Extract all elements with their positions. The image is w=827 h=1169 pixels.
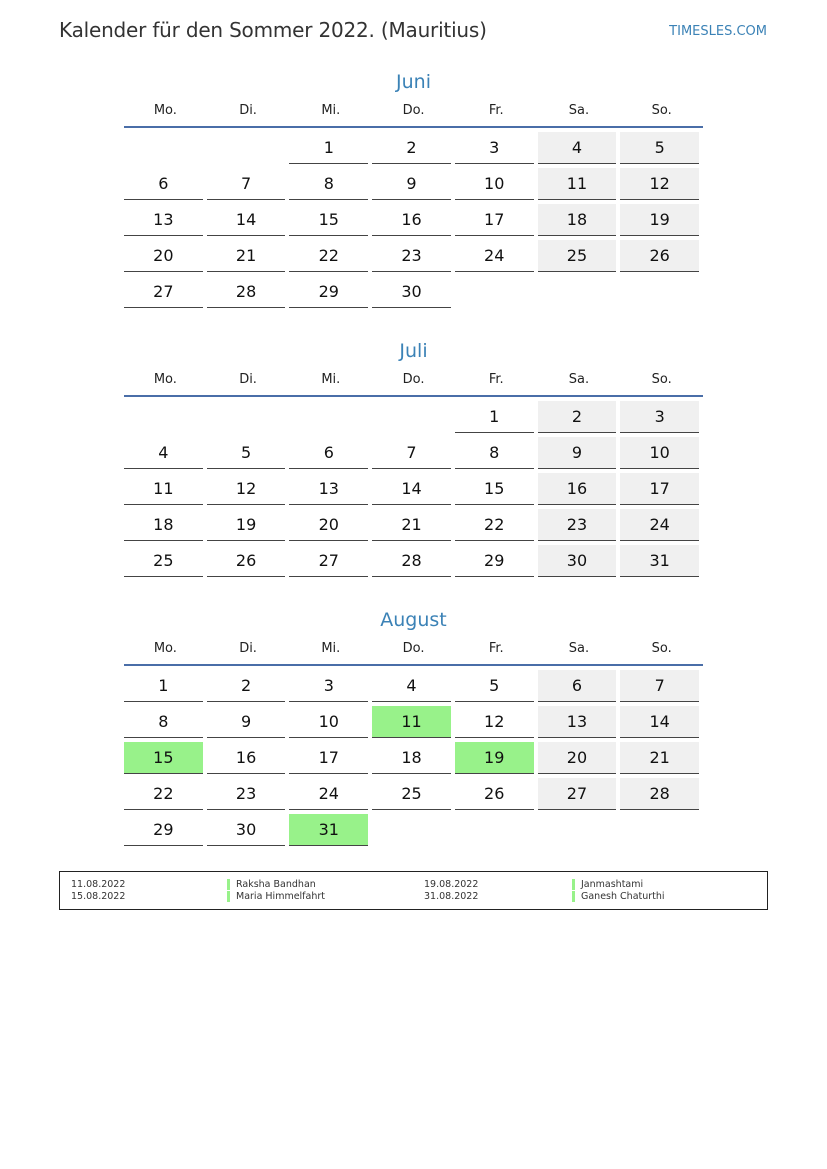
day-cell: 20: [289, 509, 372, 545]
day-cell: 8: [455, 437, 538, 473]
week-row: [124, 276, 703, 312]
week-row: [124, 706, 703, 742]
day-cell: 1: [455, 401, 538, 437]
weekday-label: Mi.: [321, 641, 341, 656]
legend-holiday-name: Raksha Bandhan: [227, 879, 316, 890]
weekend-day-cell: 4: [538, 132, 621, 168]
day-cell: 30: [372, 276, 455, 312]
day-cell: 17: [455, 204, 538, 240]
week-row: [124, 401, 703, 437]
week-row: [124, 545, 703, 581]
day-cell: 14: [207, 204, 290, 240]
day-cell: 18: [372, 742, 455, 778]
day-cell: 23: [372, 240, 455, 276]
empty-cell: [124, 132, 207, 168]
day-cell: 30: [207, 814, 290, 850]
day-cell: 27: [289, 545, 372, 581]
empty-cell: [124, 401, 207, 437]
day-cell: 28: [207, 276, 290, 312]
day-cell: 2: [207, 670, 290, 706]
weekday-label: Mo.: [153, 103, 177, 118]
weekday-header: [124, 638, 703, 666]
month-august: [124, 606, 703, 850]
page-title: Kalender für den Sommer 2022. (Mauritius): [59, 18, 487, 42]
week-row: [124, 240, 703, 276]
empty-cell: [538, 276, 621, 312]
week-row: [124, 814, 703, 850]
legend-date: 31.08.2022: [424, 891, 479, 902]
day-cell: 6: [289, 437, 372, 473]
weekday-label: Do.: [402, 641, 425, 656]
weekend-day-cell: 21: [620, 742, 703, 778]
day-cell: 18: [124, 509, 207, 545]
day-cell: 11: [124, 473, 207, 509]
weekday-label: Fr.: [488, 641, 504, 656]
legend-holiday-name: Maria Himmelfahrt: [227, 891, 325, 902]
weekday-label: Sa.: [568, 641, 590, 656]
day-cell: 29: [124, 814, 207, 850]
month-title: August: [380, 609, 447, 631]
weekend-day-cell: 20: [538, 742, 621, 778]
holiday-day-cell: 11: [372, 706, 455, 742]
day-cell: 26: [455, 778, 538, 814]
day-cell: 28: [372, 545, 455, 581]
weekend-day-cell: 19: [620, 204, 703, 240]
weekday-label: Mi.: [321, 372, 341, 387]
day-cell: 4: [124, 437, 207, 473]
weekday-label: Fr.: [488, 103, 504, 118]
empty-cell: [289, 401, 372, 437]
weekend-day-cell: 11: [538, 168, 621, 204]
weekend-day-cell: 31: [620, 545, 703, 581]
weekday-label: Di.: [239, 641, 257, 656]
day-cell: 5: [207, 437, 290, 473]
weekend-day-cell: 26: [620, 240, 703, 276]
weekend-day-cell: 12: [620, 168, 703, 204]
weekday-label: Do.: [402, 372, 425, 387]
weekend-day-cell: 6: [538, 670, 621, 706]
day-cell: 22: [124, 778, 207, 814]
day-cell: 14: [372, 473, 455, 509]
weekend-day-cell: 13: [538, 706, 621, 742]
weekday-label: So.: [651, 641, 672, 656]
day-cell: 27: [124, 276, 207, 312]
weekend-day-cell: 17: [620, 473, 703, 509]
legend-holiday-name: Ganesh Chaturthi: [572, 891, 665, 902]
week-row: [124, 132, 703, 168]
weekday-label: Mo.: [153, 641, 177, 656]
weekday-label: Di.: [239, 372, 257, 387]
day-cell: 1: [289, 132, 372, 168]
day-cell: 12: [455, 706, 538, 742]
month-june: [124, 68, 703, 312]
empty-cell: [538, 814, 621, 850]
day-cell: 6: [124, 168, 207, 204]
legend-date: 19.08.2022: [424, 879, 479, 890]
day-cell: 21: [207, 240, 290, 276]
weekday-label: So.: [651, 103, 672, 118]
day-cell: 16: [372, 204, 455, 240]
weekend-day-cell: 7: [620, 670, 703, 706]
day-cell: 7: [372, 437, 455, 473]
day-cell: 15: [455, 473, 538, 509]
month-july: [124, 337, 703, 581]
day-cell: 10: [455, 168, 538, 204]
day-cell: 1: [124, 670, 207, 706]
day-cell: 10: [289, 706, 372, 742]
empty-cell: [620, 276, 703, 312]
empty-cell: [455, 276, 538, 312]
day-cell: 22: [455, 509, 538, 545]
day-cell: 17: [289, 742, 372, 778]
day-cell: 8: [289, 168, 372, 204]
weekend-day-cell: 28: [620, 778, 703, 814]
weekend-day-cell: 25: [538, 240, 621, 276]
holiday-day-cell: 15: [124, 742, 207, 778]
day-cell: 12: [207, 473, 290, 509]
empty-cell: [372, 401, 455, 437]
day-cell: 13: [289, 473, 372, 509]
legend-date: 11.08.2022: [71, 879, 126, 890]
day-cell: 5: [455, 670, 538, 706]
empty-cell: [207, 132, 290, 168]
legend-date: 15.08.2022: [71, 891, 126, 902]
weekend-day-cell: 27: [538, 778, 621, 814]
weekend-day-cell: 2: [538, 401, 621, 437]
week-row: [124, 509, 703, 545]
day-cell: 7: [207, 168, 290, 204]
day-cell: 3: [289, 670, 372, 706]
day-cell: 16: [207, 742, 290, 778]
month-title: Juni: [396, 71, 431, 93]
day-cell: 24: [455, 240, 538, 276]
week-row: [124, 168, 703, 204]
week-row: [124, 670, 703, 706]
weekend-day-cell: 5: [620, 132, 703, 168]
day-cell: 13: [124, 204, 207, 240]
day-cell: 9: [372, 168, 455, 204]
day-cell: 29: [455, 545, 538, 581]
day-cell: 24: [289, 778, 372, 814]
day-cell: 23: [207, 778, 290, 814]
weekday-label: Di.: [239, 103, 257, 118]
weekday-label: Mi.: [321, 103, 341, 118]
weekend-day-cell: 9: [538, 437, 621, 473]
empty-cell: [207, 401, 290, 437]
weekday-label: Mo.: [153, 372, 177, 387]
empty-cell: [455, 814, 538, 850]
brand-link[interactable]: TIMESLES.COM: [669, 24, 767, 39]
day-cell: 22: [289, 240, 372, 276]
weekend-day-cell: 16: [538, 473, 621, 509]
week-row: [124, 204, 703, 240]
week-row: [124, 778, 703, 814]
weekday-label: Fr.: [488, 372, 504, 387]
holiday-legend: [59, 871, 768, 910]
day-cell: 2: [372, 132, 455, 168]
empty-cell: [620, 814, 703, 850]
weekend-day-cell: 3: [620, 401, 703, 437]
day-cell: 15: [289, 204, 372, 240]
day-cell: 26: [207, 545, 290, 581]
week-row: [124, 742, 703, 778]
weekday-header: [124, 100, 703, 128]
day-cell: 9: [207, 706, 290, 742]
weekend-day-cell: 30: [538, 545, 621, 581]
day-cell: 29: [289, 276, 372, 312]
weekend-day-cell: 18: [538, 204, 621, 240]
day-cell: 20: [124, 240, 207, 276]
weekend-day-cell: 23: [538, 509, 621, 545]
weekday-label: Do.: [402, 103, 425, 118]
month-title: Juli: [399, 340, 428, 362]
day-cell: 19: [207, 509, 290, 545]
holiday-day-cell: 31: [289, 814, 372, 850]
day-cell: 8: [124, 706, 207, 742]
weekday-label: Sa.: [568, 372, 590, 387]
weekend-day-cell: 24: [620, 509, 703, 545]
weekday-label: So.: [651, 372, 672, 387]
week-row: [124, 437, 703, 473]
empty-cell: [372, 814, 455, 850]
weekday-header: [124, 369, 703, 397]
weekend-day-cell: 10: [620, 437, 703, 473]
day-cell: 21: [372, 509, 455, 545]
holiday-day-cell: 19: [455, 742, 538, 778]
weekday-label: Sa.: [568, 103, 590, 118]
day-cell: 3: [455, 132, 538, 168]
weekend-day-cell: 14: [620, 706, 703, 742]
day-cell: 4: [372, 670, 455, 706]
day-cell: 25: [124, 545, 207, 581]
week-row: [124, 473, 703, 509]
day-cell: 25: [372, 778, 455, 814]
legend-holiday-name: Janmashtami: [572, 879, 643, 890]
